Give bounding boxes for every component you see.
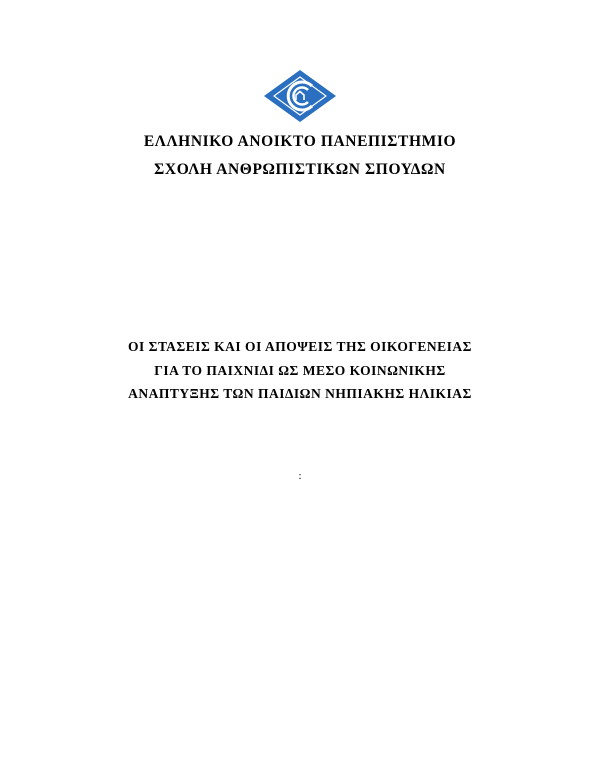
university-name: ΕΛΛΗΝΙΚΟ ΑΝΟΙΚΤΟ ΠΑΝΕΠΙΣΤΗΜΙΟ — [143, 133, 457, 150]
thesis-title-line-3: ΑΝΑΠΤΥΞΗΣ ΤΩΝ ΠΑΙΔΙΩΝ ΝΗΠΙΑΚΗΣ ΗΛΙΚΙΑΣ — [128, 386, 472, 401]
thesis-title-line-1: ΟΙ ΣΤΑΣΕΙΣ ΚΑΙ ΟΙ ΑΠΟΨΕΙΣ ΤΗΣ ΟΙΚΟΓΕΝΕΙΑΣ — [128, 339, 472, 354]
separator-colon: : — [298, 470, 302, 482]
school-name: ΣΧΟΛΗ ΑΝΘΡΩΠΙΣΤΙΚΩΝ ΣΠΟΥΔΩΝ — [154, 161, 446, 178]
university-emblem-icon — [264, 70, 336, 122]
thesis-title-line-2: ΓΙΑ ΤΟ ΠΑΙΧΝΙΔΙ ΩΣ ΜΕΣΟ ΚΟΙΝΩΝΙΚΗΣ — [154, 363, 446, 378]
